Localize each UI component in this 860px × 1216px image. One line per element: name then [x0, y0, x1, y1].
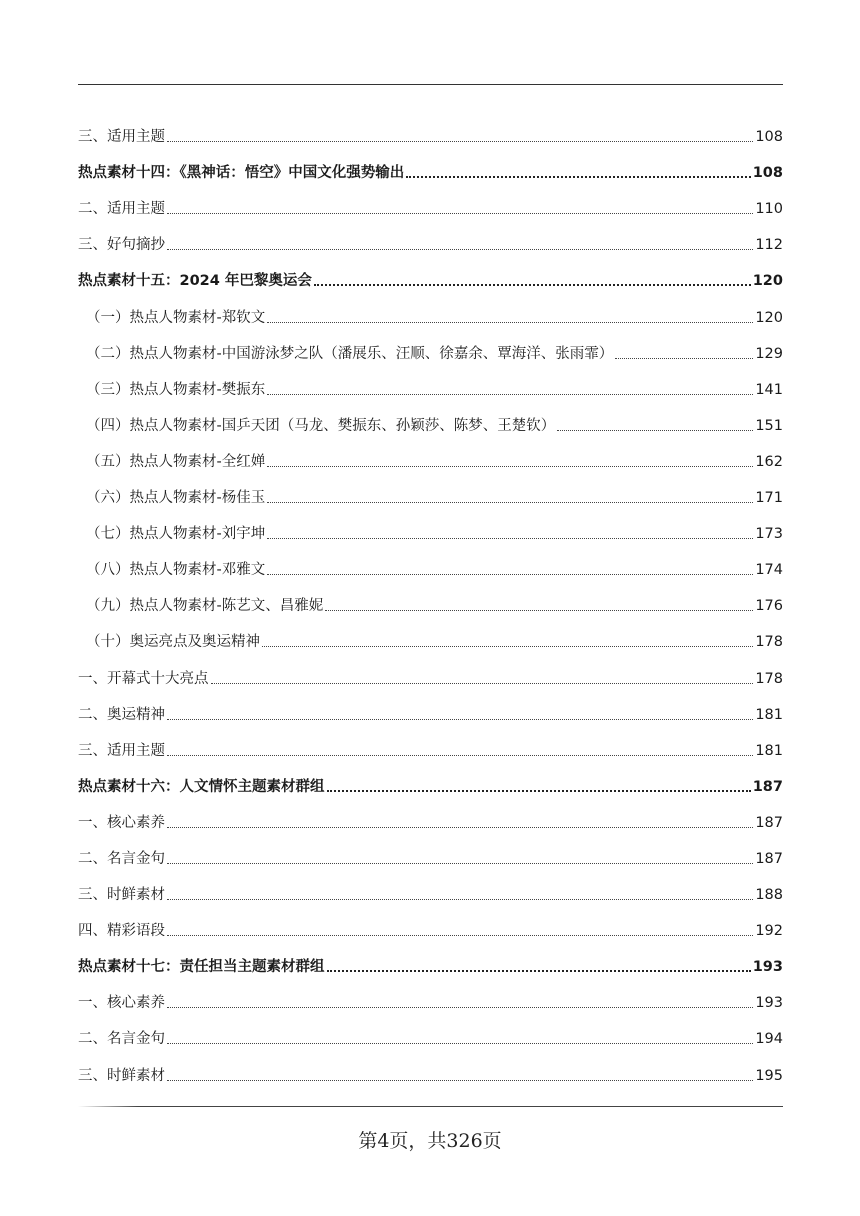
toc-entry[interactable] [78, 146, 783, 182]
toc-dot-leader [557, 430, 753, 431]
toc-entry-page-number: 173 [755, 526, 783, 543]
toc-dot-leader [615, 358, 753, 359]
toc-entry[interactable] [78, 435, 783, 471]
toc-dot-leader [267, 574, 753, 575]
footer-rule [78, 1106, 783, 1107]
toc-entry[interactable] [78, 1048, 783, 1084]
toc-entry-label: （九）热点人物素材-陈艺文、昌雅妮 [86, 598, 324, 615]
toc-entry-page-number: 195 [755, 1067, 783, 1084]
toc-dot-leader [267, 538, 753, 539]
toc-entry-label: （二）热点人物素材-中国游泳梦之队（潘展乐、汪顺、徐嘉余、覃海洋、张雨霏） [86, 345, 614, 362]
toc-entry[interactable] [78, 940, 783, 976]
toc-entry[interactable] [78, 110, 783, 146]
toc-dot-leader [167, 1007, 753, 1008]
toc-entry-page-number: 188 [755, 887, 783, 904]
toc-entry[interactable] [78, 363, 783, 399]
toc-dot-leader [267, 322, 753, 323]
toc-entry-label: 二、名言金句 [78, 1031, 165, 1048]
toc-entry-label: （四）热点人物素材-国乒天团（马龙、樊振东、孙颖莎、陈梦、王楚钦） [86, 417, 556, 434]
toc-dot-leader [167, 1080, 753, 1081]
toc-entry-page-number: 181 [755, 706, 783, 723]
toc-entry-page-number: 193 [755, 995, 783, 1012]
toc-entry-page-number: 194 [755, 1031, 783, 1048]
toc-entry[interactable] [78, 976, 783, 1012]
toc-entry-label: （三）热点人物素材-樊振东 [86, 381, 266, 398]
toc-entry[interactable] [78, 254, 783, 290]
toc-entry-label: 热点素材十五：2024 年巴黎奥运会 [78, 273, 312, 290]
table-of-contents [78, 110, 783, 1085]
toc-entry-label: 二、奥运精神 [78, 706, 165, 723]
toc-entry[interactable] [78, 471, 783, 507]
toc-entry[interactable] [78, 796, 783, 832]
toc-entry-page-number: 120 [752, 273, 783, 290]
toc-entry[interactable] [78, 1012, 783, 1048]
toc-dot-leader [167, 755, 753, 756]
toc-entry-label: 二、适用主题 [78, 201, 165, 218]
toc-entry[interactable] [78, 327, 783, 363]
toc-dot-leader [167, 1043, 753, 1044]
toc-entry-page-number: 162 [755, 453, 783, 470]
toc-entry-label: （一）热点人物素材-郑钦文 [86, 309, 266, 326]
toc-dot-leader [167, 899, 753, 900]
toc-dot-leader [262, 646, 753, 647]
toc-entry[interactable] [78, 218, 783, 254]
toc-entry[interactable] [78, 724, 783, 760]
toc-entry-page-number: 112 [755, 237, 783, 254]
toc-entry-label: （六）热点人物素材-杨佳玉 [86, 490, 266, 507]
toc-entry-page-number: 187 [752, 778, 783, 795]
toc-entry-label: 热点素材十七：责任担当主题素材群组 [78, 959, 325, 976]
toc-entry-page-number: 120 [755, 309, 783, 326]
toc-entry-page-number: 192 [755, 923, 783, 940]
toc-entry-label: 三、时鲜素材 [78, 887, 165, 904]
toc-entry-label: 二、名言金句 [78, 850, 165, 867]
toc-dot-leader [267, 502, 753, 503]
toc-dot-leader [327, 790, 751, 792]
toc-entry-page-number: 181 [755, 742, 783, 759]
toc-entry-label: （七）热点人物素材-刘宇坤 [86, 526, 266, 543]
toc-entry[interactable] [78, 688, 783, 724]
toc-entry-page-number: 174 [755, 562, 783, 579]
toc-dot-leader [167, 249, 753, 250]
toc-dot-leader [167, 141, 753, 142]
toc-entry[interactable] [78, 182, 783, 218]
toc-dot-leader [267, 466, 753, 467]
toc-entry-page-number: 110 [755, 201, 783, 218]
toc-dot-leader [211, 683, 754, 684]
toc-entry[interactable] [78, 760, 783, 796]
toc-entry[interactable] [78, 651, 783, 687]
toc-entry-label: （八）热点人物素材-邓雅文 [86, 562, 266, 579]
toc-entry-label: 热点素材十六：人文情怀主题素材群组 [78, 778, 325, 795]
toc-entry-page-number: 141 [755, 381, 783, 398]
toc-dot-leader [327, 970, 751, 972]
toc-entry-label: （十）奥运亮点及奥运精神 [86, 634, 260, 651]
toc-entry-page-number: 129 [755, 345, 783, 362]
toc-dot-leader [167, 213, 753, 214]
toc-entry-label: 一、开幕式十大亮点 [78, 670, 209, 687]
toc-entry[interactable] [78, 543, 783, 579]
toc-entry-label: 三、时鲜素材 [78, 1067, 165, 1084]
toc-entry[interactable] [78, 832, 783, 868]
toc-entry-page-number: 151 [755, 417, 783, 434]
toc-entry[interactable] [78, 615, 783, 651]
toc-entry-label: （五）热点人物素材-全红婵 [86, 453, 266, 470]
toc-dot-leader [314, 284, 751, 286]
toc-entry-page-number: 178 [755, 670, 783, 687]
toc-entry-page-number: 193 [752, 959, 783, 976]
toc-dot-leader [167, 719, 753, 720]
toc-dot-leader [267, 394, 753, 395]
toc-entry-page-number: 178 [755, 634, 783, 651]
toc-entry-label: 四、精彩语段 [78, 923, 165, 940]
toc-entry-label: 三、适用主题 [78, 742, 165, 759]
header-rule [78, 84, 783, 85]
toc-entry-page-number: 108 [752, 165, 783, 182]
toc-entry-label: 三、好句摘抄 [78, 237, 165, 254]
toc-entry[interactable] [78, 579, 783, 615]
toc-dot-leader [167, 863, 753, 864]
toc-entry[interactable] [78, 507, 783, 543]
toc-entry[interactable] [78, 399, 783, 435]
toc-dot-leader [325, 610, 753, 611]
toc-entry[interactable] [78, 904, 783, 940]
toc-entry-page-number: 171 [755, 490, 783, 507]
page-indicator: 第4页，共326页 [358, 1130, 502, 1152]
toc-entry-label: 一、核心素养 [78, 995, 165, 1012]
toc-entry-page-number: 176 [755, 598, 783, 615]
toc-entry[interactable] [78, 290, 783, 326]
toc-entry-label: 三、适用主题 [78, 129, 165, 146]
toc-dot-leader [167, 827, 753, 828]
toc-entry-page-number: 187 [755, 814, 783, 831]
toc-entry-label: 热点素材十四：《黑神话：悟空》中国文化强势输出 [78, 165, 405, 182]
toc-entry[interactable] [78, 868, 783, 904]
toc-entry-page-number: 108 [755, 129, 783, 146]
toc-dot-leader [406, 176, 750, 178]
toc-entry-page-number: 187 [755, 850, 783, 867]
footer-rule-fade [78, 1106, 138, 1108]
toc-entry-label: 一、核心素养 [78, 814, 165, 831]
toc-dot-leader [167, 935, 753, 936]
